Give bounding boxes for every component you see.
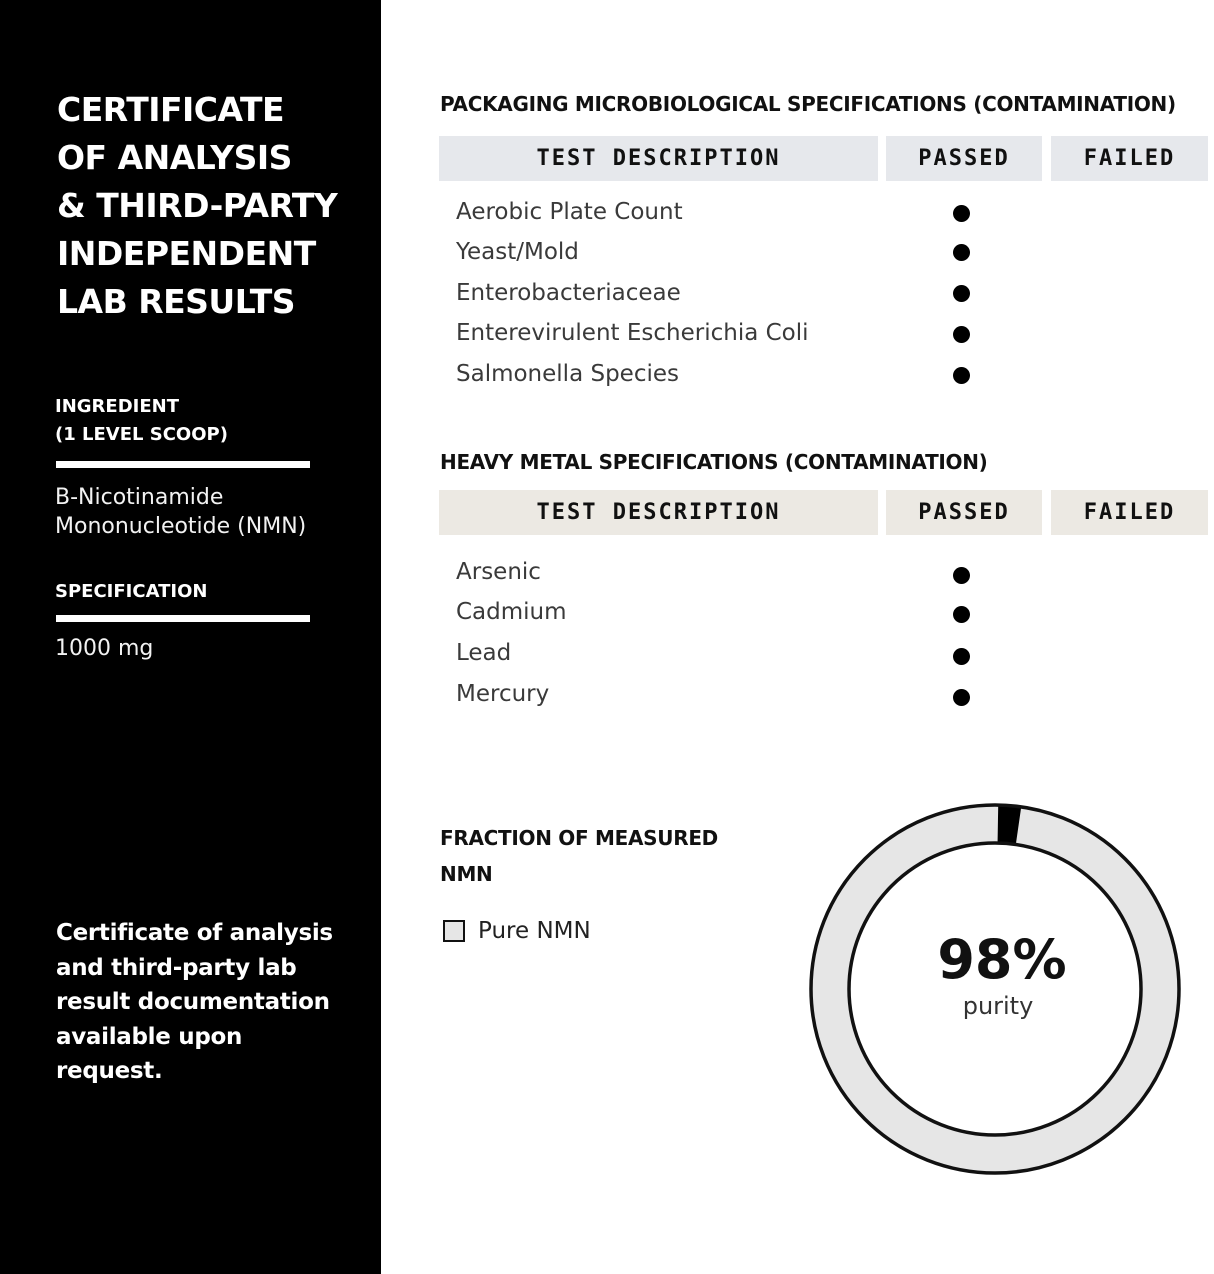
packaging-header-failed: FAILED bbox=[1051, 136, 1208, 181]
heavy-metal-header-failed: FAILED bbox=[1051, 490, 1208, 535]
note-line: available upon bbox=[56, 1023, 243, 1050]
packaging-header-passed: PASSED bbox=[886, 136, 1042, 181]
passed-dot bbox=[953, 606, 970, 623]
title-line: LAB RESULTS bbox=[57, 282, 296, 321]
packaging-row-label: Aerobic Plate Count bbox=[456, 199, 683, 225]
availability-note bbox=[56, 916, 356, 1089]
fraction-title-line: FRACTION OF MEASURED bbox=[440, 826, 718, 850]
purity-label: purity bbox=[962, 992, 1034, 1020]
heavy-metal-section-title: HEAVY METAL SPECIFICATIONS (CONTAMINATION) bbox=[440, 450, 988, 474]
packaging-section-title: PACKAGING MICROBIOLOGICAL SPECIFICATIONS (CONTAMINATION) bbox=[440, 92, 1176, 116]
packaging-header-test: TEST DESCRIPTION bbox=[439, 136, 878, 181]
title-line: INDEPENDENT bbox=[57, 234, 316, 273]
heavy-metal-row-label: Cadmium bbox=[456, 599, 567, 625]
heavy-metal-row-label: Arsenic bbox=[456, 559, 541, 585]
ingredient-label-line: INGREDIENT bbox=[55, 396, 179, 417]
ingredient-value bbox=[55, 483, 306, 541]
note-line: Certificate of analysis bbox=[56, 920, 333, 946]
note-line: and third-party lab bbox=[56, 954, 297, 981]
heavy-metal-header-test: TEST DESCRIPTION bbox=[439, 490, 878, 535]
specification-value: 1000 mg bbox=[55, 636, 154, 661]
passed-dot bbox=[953, 244, 970, 261]
packaging-row-label: Salmonella Species bbox=[456, 361, 679, 387]
specification-divider bbox=[56, 615, 310, 622]
passed-dot bbox=[953, 205, 970, 222]
sidebar bbox=[0, 0, 381, 1274]
passed-dot bbox=[953, 326, 970, 343]
note-line: request. bbox=[56, 1058, 163, 1084]
title-line: & THIRD-PARTY bbox=[57, 186, 338, 225]
passed-dot bbox=[953, 689, 970, 706]
title-line: CERTIFICATE bbox=[57, 90, 285, 129]
ingredient-value-line: Mononucleotide (NMN) bbox=[55, 514, 307, 539]
purity-percent: 98% bbox=[937, 928, 1067, 991]
fraction-title-line: NMN bbox=[440, 862, 493, 886]
ingredient-value-line: B-Nicotinamide bbox=[55, 485, 224, 510]
packaging-row-label: Yeast/Mold bbox=[456, 239, 579, 265]
packaging-row-label: Enterobacteriaceae bbox=[456, 280, 681, 306]
note-line: result documentation bbox=[56, 989, 330, 1015]
ingredient-divider bbox=[56, 461, 310, 468]
chart-legend bbox=[443, 918, 591, 944]
legend-swatch bbox=[443, 920, 465, 942]
heavy-metal-header-passed: PASSED bbox=[886, 490, 1042, 535]
packaging-row-label: Enterevirulent Escherichia Coli bbox=[456, 320, 809, 346]
heavy-metal-row-label: Mercury bbox=[456, 681, 550, 707]
ingredient-label-line: (1 LEVEL SCOOP) bbox=[55, 424, 228, 445]
legend-label: Pure NMN bbox=[478, 918, 591, 944]
ingredient-label bbox=[55, 393, 228, 449]
sidebar-title bbox=[57, 86, 357, 326]
passed-dot bbox=[953, 648, 970, 665]
passed-dot bbox=[953, 285, 970, 302]
specification-label: SPECIFICATION bbox=[55, 581, 208, 602]
heavy-metal-row-label: Lead bbox=[456, 640, 512, 666]
passed-dot bbox=[953, 367, 970, 384]
fraction-title bbox=[440, 820, 718, 892]
title-line: OF ANALYSIS bbox=[57, 138, 292, 177]
passed-dot bbox=[953, 567, 970, 584]
